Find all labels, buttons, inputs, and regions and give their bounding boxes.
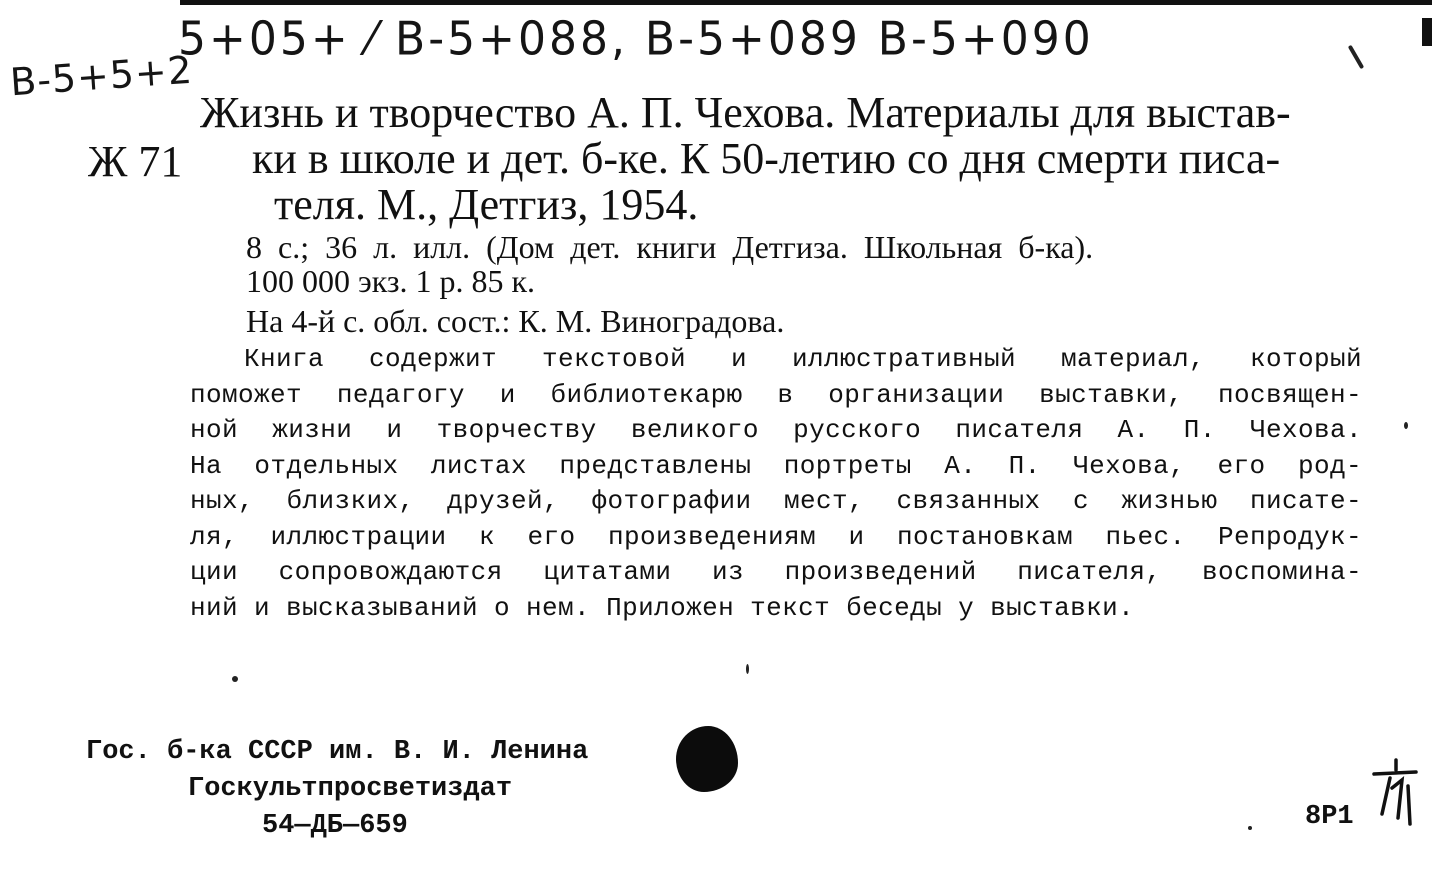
scan-speck	[232, 676, 238, 682]
annotation-line: Книга содержит текстовой и иллюстративный материал, который	[244, 344, 1362, 374]
physical-line: 8 с.; 36 л. илл. (Дом дет. книги Детгиза. Школьная б-ка).	[246, 229, 1094, 265]
library-imprint	[86, 734, 588, 845]
imprint-library: Гос. б-ка СССР им. В. И. Ленина	[86, 737, 589, 767]
annotation-line: На отдельных листах представлены портреты А. П. Чехова, его род-	[190, 450, 1362, 481]
scan-speck	[1348, 45, 1364, 70]
handwritten-side-number: В-5+5+2	[8, 47, 195, 105]
scan-speck	[746, 664, 749, 674]
title-line: Жизнь и творчество А. П. Чехова. Материалы для выстав-	[200, 88, 1291, 137]
scan-edge-right	[1422, 18, 1432, 46]
bibliographic-title	[200, 90, 1370, 228]
classification-code: 8Р1	[1305, 802, 1354, 832]
physical-description	[246, 230, 1376, 338]
annotation-line: ля, иллюстрации к его произведениям и постановкам пьес. Репродук-	[190, 521, 1362, 552]
annotation-line: ных, близких, друзей, фотографии мест, связанных с жизнью писате-	[190, 486, 1362, 516]
scan-speck	[1248, 826, 1252, 830]
shelf-mark: Ж 71	[88, 137, 183, 186]
title-line: теля. М., Детгиз, 1954.	[274, 180, 699, 229]
scan-edge-top	[180, 0, 1432, 5]
annotation-line: ции сопровождаются цитатами из произведений писателя, воспомина-	[190, 557, 1362, 587]
scan-speck	[1404, 422, 1408, 429]
annotation	[190, 342, 1362, 626]
annotation-line: поможет педагогу и библиотекарю в организации выставки, посвящен-	[190, 379, 1362, 410]
handwritten-accession-numbers: 5+05+ ⁄ В-5+088, В-5+089 В-5+090	[178, 12, 1094, 67]
ink-blot	[676, 726, 738, 792]
compiler-note: На 4-й с. обл. сост.: К. М. Виноградова.	[246, 303, 785, 339]
imprint-publisher: Госкультпросветиздат	[188, 774, 513, 804]
annotation-line: ной жизни и творчеству великого русского писателя А. П. Чехова.	[190, 415, 1362, 445]
physical-line: 100 000 экз. 1 р. 85 к.	[246, 263, 536, 299]
annotation-line: ний и высказываний о нем. Приложен текст беседы у выставки.	[190, 592, 1135, 623]
imprint-card-number: 54—ДБ—659	[262, 811, 408, 841]
handwritten-mark-icon	[1368, 758, 1424, 828]
title-line: ки в школе и дет. б-ке. К 50-летию со дня смерти писа-	[252, 134, 1281, 183]
